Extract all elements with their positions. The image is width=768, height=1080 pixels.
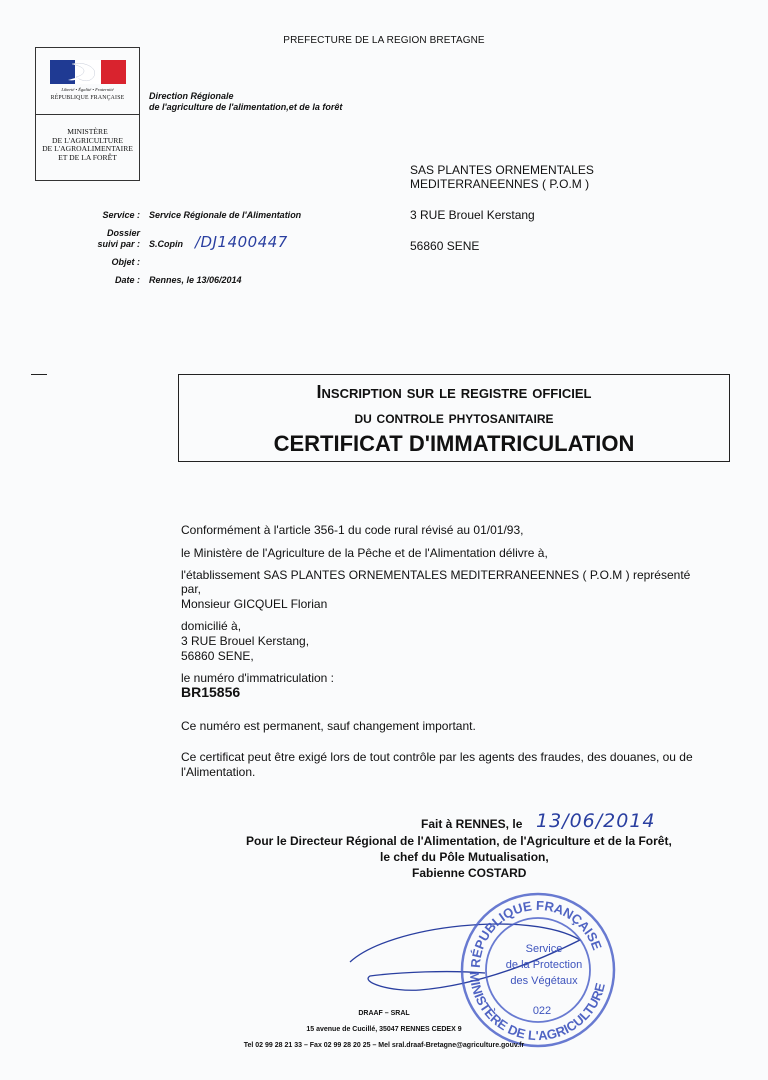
recipient-name: SAS PLANTES ORNEMENTALES MEDITERRANEENNES ( P.O.M ) — [410, 163, 594, 191]
dossier-handwritten-reference: /DJ1400447 — [195, 233, 288, 251]
body-representative: Monsieur GICQUEL Florian — [181, 597, 328, 611]
body-city: 56860 SENE, — [181, 649, 254, 663]
registration-number: BR15856 — [181, 684, 241, 700]
marianne-logo-icon — [50, 60, 126, 84]
ministry-logo-box — [35, 47, 140, 181]
recipient-city: 56860 SENE — [410, 239, 480, 253]
body-represented-by: par, — [181, 582, 202, 596]
date-label: Date : — [114, 275, 140, 285]
objet-label: Objet : — [111, 257, 140, 267]
title-line-2: du controle phytosanitaire — [354, 408, 554, 427]
body-permanence-note: Ce numéro est permanent, sauf changement important. — [181, 719, 476, 733]
date-value: Rennes, le 13/06/2014 — [149, 275, 242, 285]
certificate-title: CERTIFICAT D'IMMATRICULATION — [273, 431, 635, 456]
margin-fold-mark — [31, 374, 47, 375]
stamp-code: 022 — [532, 1005, 552, 1017]
dossier-value: S.Copin — [149, 239, 183, 249]
title-line-1: Inscription sur le registre officiel — [316, 382, 592, 402]
footer-address: 15 avenue de Cucillé, 35047 RENNES CEDEX 9 — [306, 1026, 462, 1033]
service-label: Service : — [102, 210, 140, 220]
stamp-outer-bottom: MINISTÈRE DE L'AGRICULTURE — [466, 970, 608, 1044]
body-ministry-delivery: le Ministère de l'Agriculture de la Pêche et de l'Alimentation délivre à, — [181, 546, 548, 560]
body-article-reference: Conformément à l'article 356-1 du code rural révisé au 01/01/93, — [181, 523, 524, 537]
logo-motto: Liberté • Égalité • Fraternité — [61, 87, 114, 92]
footer-contact: Tel 02 99 28 21 33 – Fax 02 99 28 20 25 – Mel sral.draaf-Bretagne@agriculture.gouv.fr — [243, 1042, 525, 1049]
signature-name: Fabienne COSTARD — [412, 866, 527, 880]
logo-republic: RÉPUBLIQUE FRANÇAISE — [50, 95, 125, 101]
direction-name: Direction Régionale de l'agriculture de l'alimentation,et de la forêt — [149, 91, 343, 112]
dossier-label: Dossier suivi par : — [97, 228, 140, 249]
signature-chef: le chef du Pôle Mutualisation, — [380, 850, 549, 864]
signature-director: Pour le Directeur Régional de l'Alimentation, de l'Agriculture et de la Forêt, — [246, 834, 672, 848]
body-establishment: l'établissement SAS PLANTES ORNEMENTALES MEDITERRANEENNES ( P.O.M ) représenté — [181, 568, 691, 582]
body-control-note: Ce certificat peut être exigé lors de tout contrôle par les agents des fraudes, des douanes, ou de — [181, 750, 693, 764]
body-control-note-continued: l'Alimentation. — [181, 765, 256, 779]
service-value: Service Régionale de l'Alimentation — [149, 210, 302, 220]
logo-divider — [36, 114, 139, 115]
body-domicile-label: domicilié à, — [181, 619, 242, 633]
signature-place: Fait à RENNES, le — [421, 817, 523, 831]
recipient-address — [410, 163, 594, 253]
stamp-inner-2: de la Protection — [505, 959, 583, 971]
signature-handwritten-date: 13/06/2014 — [536, 810, 656, 832]
stamp-inner-1: Service — [525, 943, 563, 955]
stamp-outer-top: RÉPUBLIQUE FRANÇAISE — [467, 897, 605, 969]
prefecture-header: PREFECTURE DE LA REGION BRETAGNE — [283, 35, 485, 46]
body-registration-label: le numéro d'immatriculation : — [181, 671, 335, 685]
ministry-name: MINISTÈRE DE L'AGRICULTURE DE L'AGROALIMENTAIRE ET DE LA FORÊT — [42, 127, 133, 162]
stamp-inner-3: des Végétaux — [510, 975, 578, 987]
footer-service: DRAAF – SRAL — [358, 1010, 410, 1017]
certificate-title-box — [178, 374, 730, 462]
body-street: 3 RUE Brouel Kerstang, — [181, 634, 310, 648]
recipient-street: 3 RUE Brouel Kerstang — [410, 208, 535, 222]
